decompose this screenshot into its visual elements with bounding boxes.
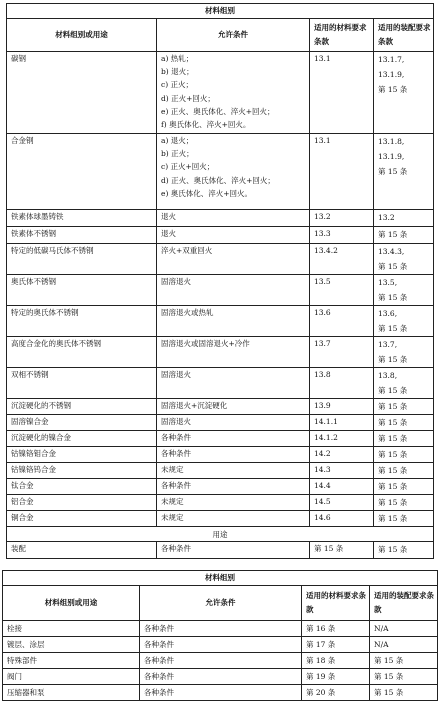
condition-line: c) 正火； [161,80,194,90]
material-cell: 特定的奥氏体不锈钢 [7,306,157,337]
condition-line: b) 正火； [161,149,194,159]
material-clause-cell: 第 16 条 [302,621,370,637]
material-clause-cell: 14.6 [310,511,374,527]
table-row [7,275,434,306]
material-cell: 特定的低碳马氏体不锈钢 [7,244,157,275]
assembly-clause-line: 第 15 条 [378,402,408,411]
assembly-clause-cell: N/A [370,637,438,653]
table-title: 材料组别 [3,571,438,586]
assembly-clause-cell [374,306,434,337]
assembly-clause-cell [374,447,434,463]
assembly-clause-line: 第 15 条 [378,85,408,94]
conditions-cell [157,210,310,227]
conditions-cell [157,52,310,134]
table-row [7,511,434,527]
conditions-cell [157,463,310,479]
assembly-clause-line: 第 15 条 [378,514,408,523]
assembly-clause-line: 第 15 条 [378,482,408,491]
material-clause-cell: 14.4 [310,479,374,495]
material-clause-cell: 13.5 [310,275,374,306]
section-label: 用途 [7,527,434,542]
material-cell: 镀层、涂层 [3,637,140,653]
assembly-clause-line: 第 15 条 [378,355,408,364]
conditions-cell [157,399,310,415]
col-header-material: 材料组别或用途 [7,19,157,52]
assembly-clause-line: 13.5, [378,278,398,287]
assembly-clause-line: 第 15 条 [378,498,408,507]
col-header-material-clause: 适用的材料要求条款 [302,586,370,621]
assembly-clause-cell [374,244,434,275]
material-cell: 铁素体不锈钢 [7,227,157,244]
material-cell: 铜合金 [7,511,157,527]
assembly-clause-line: 13.4.3, [378,247,405,256]
table-row [7,431,434,447]
conditions-cell: 各种条件 [140,685,302,701]
material-cell: 沉淀硬化的不锈钢 [7,399,157,415]
material-cell: 钛合金 [7,479,157,495]
condition-line: 固溶退火 [161,370,191,379]
assembly-clause-line: 第 15 条 [378,450,408,459]
material-clause-cell: 第 20 条 [302,685,370,701]
assembly-clause-cell [374,463,434,479]
material-cell: 特殊部件 [3,653,140,669]
col-header-conditions: 允许条件 [157,19,310,52]
conditions-cell: 各种条件 [140,669,302,685]
assembly-clause-cell: N/A [370,621,438,637]
condition-line: 固溶退火+沉淀硬化 [161,401,228,410]
table-row [7,306,434,337]
table-title: 材料组别 [7,4,434,19]
condition-line: 各种条件 [161,433,191,442]
material-clause-cell: 13.6 [310,306,374,337]
table-row [7,210,434,227]
conditions-cell [157,542,310,559]
assembly-clause-line: 13.1.9, [378,70,405,79]
conditions-cell [157,511,310,527]
assembly-clause-line: 13.8, [378,371,398,380]
assembly-clause-line: 13.1.8, [378,137,405,146]
condition-line: 固溶退火或固溶退火+冷作 [161,339,250,348]
material-cell: 装配 [7,542,157,559]
material-clause-cell: 13.1 [310,52,374,134]
conditions-cell [157,495,310,511]
table-row [7,542,434,559]
material-cell: 双相不锈钢 [7,368,157,399]
material-cell: 奥氏体不锈钢 [7,275,157,306]
material-cell: 铁素体球墨铸铁 [7,210,157,227]
conditions-cell [157,431,310,447]
condition-line: 未规定 [161,513,184,522]
material-cell: 合金钢 [7,134,157,210]
material-cell: 固溶镍合金 [7,415,157,431]
condition-line: f) 奥氏体化、淬火+回火。 [161,120,251,130]
material-clause-cell: 13.2 [310,210,374,227]
assembly-clause-line: 第 15 条 [378,434,408,443]
material-clause-cell: 13.9 [310,399,374,415]
material-cell: 高度合金化的奥氏体不锈钢 [7,337,157,368]
material-cell: 钴镍铬钨合金 [7,463,157,479]
table-row [7,463,434,479]
table-row [3,637,438,653]
assembly-clause-cell [374,415,434,431]
assembly-clause-line: 第 15 条 [378,545,408,554]
condition-line: 未规定 [161,465,184,474]
assembly-clause-cell [374,337,434,368]
assembly-clause-line: 13.7, [378,340,398,349]
section-row [7,527,434,542]
conditions-cell: 各种条件 [140,637,302,653]
assembly-clause-line: 第 15 条 [378,262,408,271]
conditions-cell [157,134,310,210]
material-clause-cell: 第 17 条 [302,637,370,653]
assembly-clause-cell [374,275,434,306]
table-row [3,685,438,701]
material-clause-cell: 13.1 [310,134,374,210]
assembly-clause-cell: 第 15 条 [370,685,438,701]
material-cell: 沉淀硬化的镍合金 [7,431,157,447]
material-clause-cell: 14.1.1 [310,415,374,431]
material-cell: 钴镍铬钼合金 [7,447,157,463]
material-cell: 碳钢 [7,52,157,134]
table-row [3,653,438,669]
material-clause-cell: 第 18 条 [302,653,370,669]
table-row [7,495,434,511]
col-header-material-clause: 适用的材料要求条款 [310,19,374,52]
assembly-clause-cell: 第 15 条 [370,669,438,685]
material-clause-cell: 13.4.2 [310,244,374,275]
col-header-assembly-clause: 适用的装配要求条款 [374,19,434,52]
condition-line: d) 正火、奥氏体化、淬火+回火； [161,175,275,185]
table-row [3,669,438,685]
material-clause-cell: 14.1.2 [310,431,374,447]
assembly-clause-line: 13.6, [378,309,398,318]
conditions-cell [157,368,310,399]
conditions-cell [157,337,310,368]
assembly-clause-cell [374,431,434,447]
col-header-assembly-clause: 适用的装配要求条款 [370,586,438,621]
assembly-clause-line: 13.2 [378,213,395,222]
assembly-clause-line: 第 15 条 [378,167,408,176]
table-row [7,415,434,431]
assembly-clause-line: 第 15 条 [378,324,408,333]
assembly-clause-line: 第 15 条 [378,230,408,239]
assembly-clause-line: 13.1.9, [378,152,405,161]
condition-line: 各种条件 [161,544,191,553]
assembly-clause-cell: 第 15 条 [370,653,438,669]
table-row [7,447,434,463]
material-cell: 铝合金 [7,495,157,511]
material-clause-cell: 14.2 [310,447,374,463]
assembly-clause-cell [374,542,434,559]
condition-line: 各种条件 [161,481,191,490]
conditions-cell [157,275,310,306]
condition-line: 退火 [161,212,176,221]
assembly-clause-line: 第 15 条 [378,418,408,427]
table-row [7,479,434,495]
table-row [7,368,434,399]
assembly-clause-line: 第 15 条 [378,293,408,302]
condition-line: 未规定 [161,497,184,506]
assembly-clause-line: 第 15 条 [378,466,408,475]
table-row [3,621,438,637]
material-clause-cell: 14.5 [310,495,374,511]
table-row [7,399,434,415]
material-clause-cell: 13.3 [310,227,374,244]
condition-line: e) 奥氏体化、淬火+回火。 [161,188,253,198]
table-row [7,227,434,244]
material-clause-cell: 13.8 [310,368,374,399]
assembly-clause-cell [374,227,434,244]
condition-line: e) 正火、奥氏体化、淬火+回火； [161,106,275,116]
table-row [7,52,434,134]
assembly-clause-cell [374,479,434,495]
condition-line: b) 退火； [161,67,194,77]
condition-line: a) 热轧； [161,54,194,63]
material-clause-cell: 13.7 [310,337,374,368]
conditions-cell [157,447,310,463]
material-clause-cell: 第 15 条 [310,542,374,559]
condition-line: 各种条件 [161,449,191,458]
table-row [7,337,434,368]
col-header-material: 材料组别或用途 [3,586,140,621]
conditions-cell: 各种条件 [140,653,302,669]
table-row [7,244,434,275]
assembly-clause-cell [374,495,434,511]
condition-line: 固溶退火 [161,417,191,426]
condition-line: a) 退火； [161,136,194,145]
material-cell: 栓接 [3,621,140,637]
material-table-1 [6,3,434,559]
condition-line: 淬火+双重回火 [161,246,213,255]
material-table-2 [2,570,438,701]
conditions-cell [157,415,310,431]
material-clause-cell: 第 19 条 [302,669,370,685]
table-row [7,134,434,210]
assembly-clause-cell [374,511,434,527]
material-clause-cell: 14.3 [310,463,374,479]
col-header-conditions: 允许条件 [140,586,302,621]
material-cell: 阀门 [3,669,140,685]
conditions-cell [157,244,310,275]
assembly-clause-cell [374,210,434,227]
condition-line: c) 正火+回火； [161,162,215,172]
condition-line: d) 正火+回火； [161,93,215,103]
assembly-clause-cell [374,134,434,210]
conditions-cell: 各种条件 [140,621,302,637]
condition-line: 退火 [161,229,176,238]
material-cell: 压缩器和泵 [3,685,140,701]
condition-line: 固溶退火 [161,277,191,286]
conditions-cell [157,227,310,244]
conditions-cell [157,479,310,495]
assembly-clause-cell [374,399,434,415]
assembly-clause-cell [374,52,434,134]
conditions-cell [157,306,310,337]
assembly-clause-line: 13.1.7, [378,55,405,64]
condition-line: 固溶退火或热轧 [161,308,214,317]
assembly-clause-line: 第 15 条 [378,386,408,395]
assembly-clause-cell [374,368,434,399]
